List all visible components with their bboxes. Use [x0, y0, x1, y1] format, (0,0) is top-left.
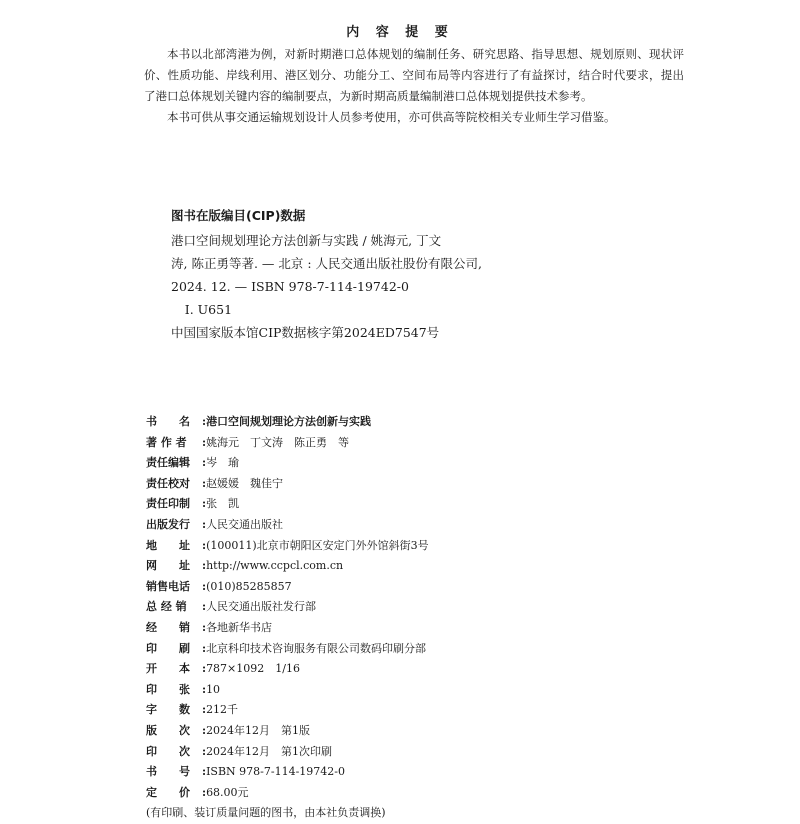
colophon-label: 经 销	[146, 620, 190, 634]
colophon-label: 印 刷	[146, 641, 190, 655]
colophon-label: 字 数	[146, 703, 190, 717]
colophon-label: 总 经 销	[146, 600, 187, 614]
colophon-colon: :	[202, 435, 207, 449]
colophon-row	[146, 680, 706, 701]
colophon-label: 开 本	[146, 662, 190, 676]
colophon-label: 书 号	[146, 765, 190, 779]
cip-line: 涛, 陈正勇等著. — 北京 : 人民交通出版社股份有限公司,	[171, 256, 482, 271]
colophon-colon: :	[202, 538, 207, 552]
colophon-label: 网 址	[146, 559, 190, 573]
colophon-value: 人民交通出版社发行部	[206, 600, 317, 614]
cip-block	[171, 204, 631, 344]
colophon-value: 787×1092 1/16	[206, 662, 300, 676]
colophon-colon: :	[202, 456, 207, 470]
colophon-label: 定 价	[146, 785, 190, 799]
colophon-label: 责任印制	[146, 497, 190, 511]
colophon-colon: :	[202, 723, 207, 737]
colophon-colon: :	[202, 765, 207, 779]
colophon-colon: :	[202, 497, 207, 511]
colophon-colon: :	[202, 415, 207, 428]
colophon-value: 张 凯	[206, 497, 240, 511]
colophon-row	[146, 494, 706, 515]
colophon-value: 人民交通出版社	[206, 517, 284, 531]
colophon-value: 212千	[206, 703, 239, 717]
colophon-colon: :	[202, 559, 207, 573]
colophon-row	[146, 412, 706, 433]
colophon-value: 赵媛媛 魏佳宁	[206, 476, 284, 490]
colophon-label: 书 名	[146, 415, 190, 428]
colophon-value: 68.00元	[206, 785, 249, 799]
colophon-label: 责任编辑	[146, 456, 190, 470]
colophon-row	[146, 659, 706, 680]
colophon-value: 北京科印技术咨询服务有限公司数码印刷分部	[206, 641, 427, 655]
colophon-row	[146, 762, 706, 783]
colophon-label: 地 址	[146, 538, 190, 552]
cip-line: Ⅰ. U651	[184, 302, 233, 317]
colophon-value: (100011)北京市朝阳区安定门外外馆斜街3号	[206, 538, 429, 552]
colophon	[146, 412, 706, 824]
colophon-value: ISBN 978-7-114-19742-0	[206, 765, 345, 779]
colophon-colon: :	[202, 579, 207, 593]
replacement-note: (有印刷、装订质量问题的图书，由本社负责调换)	[146, 806, 386, 820]
abstract-body	[144, 44, 684, 128]
colophon-colon: :	[202, 600, 207, 614]
colophon-row	[146, 556, 706, 577]
colophon-value: 2024年12月 第1次印刷	[206, 744, 333, 758]
abstract-paragraph: 本书可供从事交通运输规划设计人员参考使用，亦可供高等院校相关专业师生学习借鉴。	[167, 110, 616, 124]
colophon-value: 10	[206, 682, 221, 696]
colophon-label: 责任校对	[146, 476, 190, 490]
colophon-row	[146, 597, 706, 618]
colophon-label: 出版发行	[146, 517, 190, 531]
colophon-row	[146, 433, 706, 454]
cip-title: 图书在版编目(CIP)数据	[171, 208, 306, 223]
colophon-colon: :	[202, 744, 207, 758]
cip-line: 2024. 12. — ISBN 978-7-114-19742-0	[171, 279, 409, 294]
colophon-value: http://www.ccpcl.com.cn	[206, 559, 344, 573]
colophon-colon: :	[202, 620, 207, 634]
colophon-value: 岑 瑜	[206, 456, 240, 470]
abstract-heading: 内 容 提 要	[346, 25, 454, 40]
colophon-row	[146, 536, 706, 557]
colophon-value: 各地新华书店	[206, 620, 273, 634]
colophon-colon: :	[202, 703, 207, 717]
colophon-row	[146, 639, 706, 660]
colophon-row	[146, 453, 706, 474]
colophon-row	[146, 721, 706, 742]
colophon-label: 版 次	[146, 723, 190, 737]
colophon-row	[146, 742, 706, 763]
colophon-row	[146, 515, 706, 536]
colophon-label: 著 作 者	[146, 435, 187, 449]
colophon-value: 2024年12月 第1版	[206, 723, 311, 737]
abstract-paragraph: 本书以北部湾港为例，对新时期港口总体规划的编制任务、研究思路、指导思想、规划原则、现状评价、性质功能、岸线利用、港区划分、功能分工、空间布局等内容进行了有益探讨，结合时代要求，提出了港口总体规划关键内容的编制要点，为新时期高质量编制港口总体规划提供技术参考。	[144, 47, 684, 103]
cip-line: 港口空间规划理论方法创新与实践 / 姚海元, 丁文	[171, 233, 442, 248]
colophon-row	[146, 783, 706, 804]
colophon-colon: :	[202, 476, 207, 490]
colophon-value: 姚海元 丁文涛 陈正勇 等	[206, 435, 350, 449]
colophon-colon: :	[202, 641, 207, 655]
colophon-value: 港口空间规划理论方法创新与实践	[206, 415, 372, 428]
colophon-row	[146, 700, 706, 721]
colophon-label: 印 张	[146, 682, 190, 696]
colophon-colon: :	[202, 662, 207, 676]
colophon-colon: :	[202, 517, 207, 531]
colophon-colon: :	[202, 682, 207, 696]
colophon-label: 销售电话	[146, 579, 190, 593]
cip-line: 中国国家版本馆CIP数据核字第2024ED7547号	[171, 325, 440, 340]
colophon-colon: :	[202, 785, 207, 799]
colophon-row	[146, 577, 706, 598]
colophon-row	[146, 474, 706, 495]
colophon-row	[146, 618, 706, 639]
colophon-value: (010)85285857	[206, 579, 292, 593]
colophon-label: 印 次	[146, 744, 190, 758]
